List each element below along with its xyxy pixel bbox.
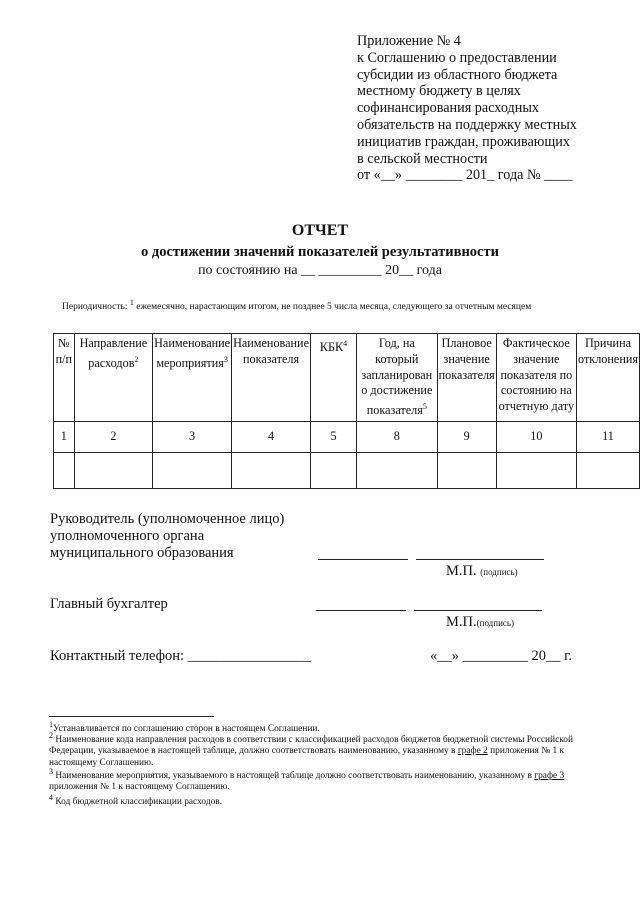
- header-cell: КБК$^4$: [311, 334, 357, 422]
- appendix-line: субсидии из областного бюджета: [357, 66, 558, 83]
- number-cell: 1: [54, 422, 75, 453]
- table-row: [54, 453, 640, 489]
- signature-line[interactable]: [316, 610, 406, 611]
- report-table: [53, 333, 640, 489]
- footnote-3: $^3$ Наименование мероприятия, указываемого в настоящей таблице должно соответствовать наименованию, указанному в графе 3 приложения № 1 к настоящему Соглашению.: [49, 767, 565, 793]
- empty-cell[interactable]: [232, 453, 311, 489]
- report-title: ОТЧЕТ: [291, 222, 349, 239]
- signature-line[interactable]: [414, 610, 542, 611]
- appendix-line: софинансирования расходных: [357, 100, 539, 117]
- periodicity-label: Периодичность:: [62, 302, 128, 313]
- head-line: Руководитель (уполномоченное лицо): [50, 511, 285, 527]
- number-cell: 8: [357, 422, 438, 453]
- empty-cell[interactable]: [74, 453, 153, 489]
- periodicity: [62, 298, 531, 312]
- number-cell: 2: [74, 422, 153, 453]
- stamp-label: М.П.(подпись): [446, 614, 514, 630]
- footnote-4: $^4$ Код бюджетной классификации расходов.: [49, 793, 223, 808]
- header-cell: Причина отклонения: [577, 334, 640, 422]
- appendix-line: местному бюджету в целях: [357, 83, 521, 100]
- report-subtitle: о достижении значений показателей результативности: [141, 244, 499, 260]
- appendix-line: Приложение № 4: [357, 33, 461, 49]
- number-cell: 10: [496, 422, 576, 453]
- empty-cell[interactable]: [153, 453, 232, 489]
- date-line: «__» _________ 20__ г.: [430, 648, 573, 664]
- header-cell: Фактическое значение показателя по состоянию на отчетную дату: [496, 334, 576, 422]
- report-as-of: по состоянию на __ _________ 20__ года: [198, 263, 442, 278]
- empty-cell[interactable]: [54, 453, 75, 489]
- footnote-link[interactable]: графе 2: [457, 746, 488, 757]
- appendix-header: [357, 33, 617, 184]
- footnote-link[interactable]: графе 3: [534, 771, 565, 782]
- footnote-separator: [49, 716, 214, 717]
- header-cell: Плановое значение показателя: [437, 334, 496, 422]
- table-header-row: [54, 334, 640, 422]
- header-cell: Наименование мероприятия$^3$: [153, 334, 232, 422]
- signature-line[interactable]: [416, 559, 544, 560]
- number-cell: 4: [232, 422, 311, 453]
- empty-cell[interactable]: [311, 453, 357, 489]
- footnote-2: $^2$ Наименование кода направления расходов в соответствии с классификацией расходов бюджетов бюджетной системы Российской Федерации, указываемое в настоящей таблице, должно соответствовать наименованию, указанному в графе 2 приложения № 1 к настоящему Соглашению.: [49, 731, 574, 768]
- number-cell: 5: [311, 422, 357, 453]
- appendix-line: от «__» ________ 201_ года № ____: [357, 167, 573, 184]
- signature-line[interactable]: [318, 559, 408, 560]
- phone-label: Контактный телефон: _________________: [50, 648, 311, 664]
- appendix-line: к Соглашению о предоставлении: [357, 49, 557, 66]
- header-cell: Наименование показателя: [232, 334, 311, 422]
- appendix-line: в сельской местности: [357, 150, 488, 167]
- number-cell: 9: [437, 422, 496, 453]
- empty-cell[interactable]: [437, 453, 496, 489]
- header-cell: Год, на который запланирован о достижение показателя$^5$: [357, 334, 438, 422]
- head-signature-label: [50, 511, 284, 561]
- number-cell: 11: [577, 422, 640, 453]
- empty-cell[interactable]: [357, 453, 438, 489]
- number-cell: 3: [153, 422, 232, 453]
- periodicity-text: ежемесячно, нарастающим итогом, не позднее 5 числа месяца, следующего за отчетным месяцем: [133, 302, 532, 313]
- appendix-line: обязательств на поддержку местных: [357, 116, 577, 133]
- header-cell: Направление расходов$^2$: [74, 334, 153, 422]
- appendix-line: инициатив граждан, проживающих: [357, 133, 570, 150]
- empty-cell[interactable]: [577, 453, 640, 489]
- periodicity-mark: 1: [129, 298, 134, 307]
- header-cell: № п/п: [54, 334, 75, 422]
- accountant-label: Главный бухгалтер: [50, 596, 168, 612]
- stamp-label: М.П. (подпись): [446, 563, 518, 579]
- head-line: уполномоченного органа: [50, 527, 205, 544]
- head-line: муниципального образования: [50, 544, 234, 561]
- table-number-row: [54, 422, 640, 453]
- footnote-1: $^1$Устанавливается по соглашению сторон в настоящем Соглашении.: [49, 720, 320, 735]
- empty-cell[interactable]: [496, 453, 576, 489]
